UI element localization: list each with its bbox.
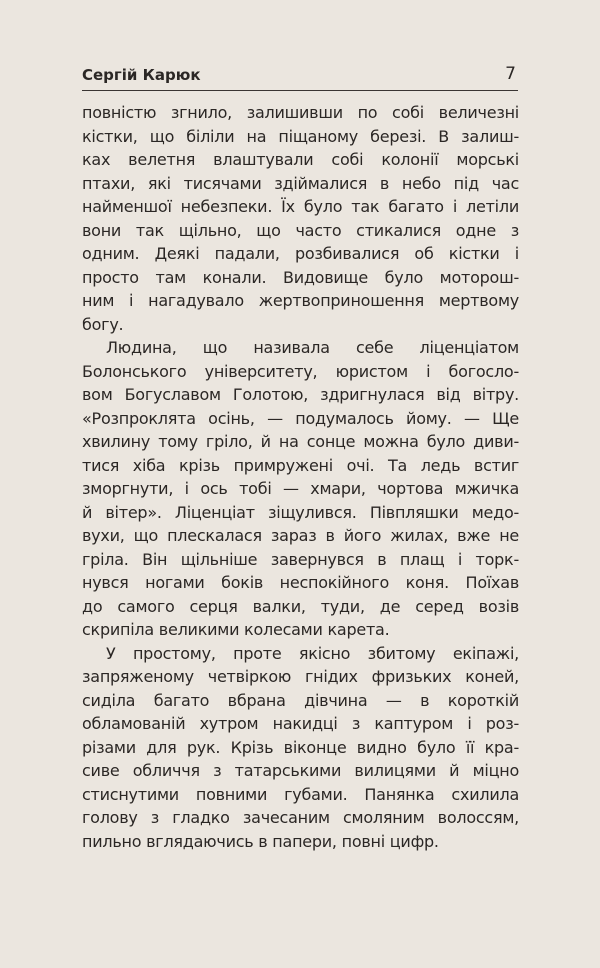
text-line: до самого серця валки, туди, де серед возів (82, 596, 519, 616)
text-line: Людина, що називала себе ліценціатом (106, 338, 519, 357)
text-line: скрипіла великими колесами карета. (82, 620, 390, 639)
text-line: й вітер». Ліценціат зіщулився. Півпляшки медо- (82, 502, 519, 522)
text-line: запряженому четвіркою гнідих фризьких коней, (82, 667, 519, 686)
text-line: «Розпроклята осінь, — подумалось йому. — Ще (82, 408, 519, 428)
text-line: сиділа багато вбрана дівчина — в короткій (82, 690, 519, 710)
text-line: одним. Деякі падали, розбивалися об кістки і (82, 244, 519, 263)
text-line: птахи, які тисячами здіймалися в небо під час (82, 173, 519, 193)
running-header (82, 62, 518, 91)
text-line: голову з гладко зачесаним смоляним волоссям, (82, 808, 519, 827)
text-line: пильно вглядаючись в папери, повні цифр. (82, 831, 439, 851)
paragraph (82, 101, 519, 336)
text-line: найменшої небезпеки. Їх було так багато і летіли (82, 197, 519, 216)
text-line: Болонського університету, юристом і богосло- (82, 361, 519, 381)
text-line: сиве обличчя з татарськими вилицями й міцно (82, 761, 519, 780)
text-line: ках велетня влаштували собі колонії морські (82, 150, 519, 169)
paragraph (82, 642, 519, 854)
page-number: 7 (505, 64, 516, 84)
text-line: повністю згнило, залишивши по собі величезні (82, 103, 519, 122)
text-line: стиснутими повними губами. Панянка схилила (82, 784, 519, 804)
text-line: хвилину тому гріло, й на сонце можна було диви- (82, 432, 519, 451)
text-line: різами для рук. Крізь віконце видно було її кра- (82, 737, 519, 757)
text-line: зморгнути, і ось тобі — хмари, чортова мжичка (82, 479, 519, 498)
text-line: вухи, що плескалася зараз в його жилах, вже не (82, 526, 519, 545)
text-line: гріла. Він щільніше завернувся в плащ і торк- (82, 549, 519, 569)
author-name: Сергій Карюк (82, 66, 201, 84)
paragraph (82, 336, 519, 642)
text-line: богу. (82, 314, 124, 334)
text-line: вони так щільно, що часто стикалися одне з (82, 220, 519, 240)
text-line: просто там конали. Видовище було моторош- (82, 267, 519, 287)
text-line: нувся ногами боків неспокійного коня. Поїхав (82, 573, 519, 592)
text-line: обламованій хутром накидці з каптуром і роз- (82, 714, 519, 733)
text-line: У простому, проте якісно збитому екіпажі, (106, 643, 519, 663)
page-body-text (82, 101, 519, 853)
text-line: вом Богуславом Голотою, здригнулася від вітру. (82, 385, 519, 404)
text-line: ним і нагадувало жертвоприношення мертвому (82, 291, 519, 310)
text-line: кістки, що біліли на піщаному березі. В залиш- (82, 126, 519, 146)
text-line: тися хіба крізь примружені очі. Та ледь встиг (82, 455, 519, 475)
